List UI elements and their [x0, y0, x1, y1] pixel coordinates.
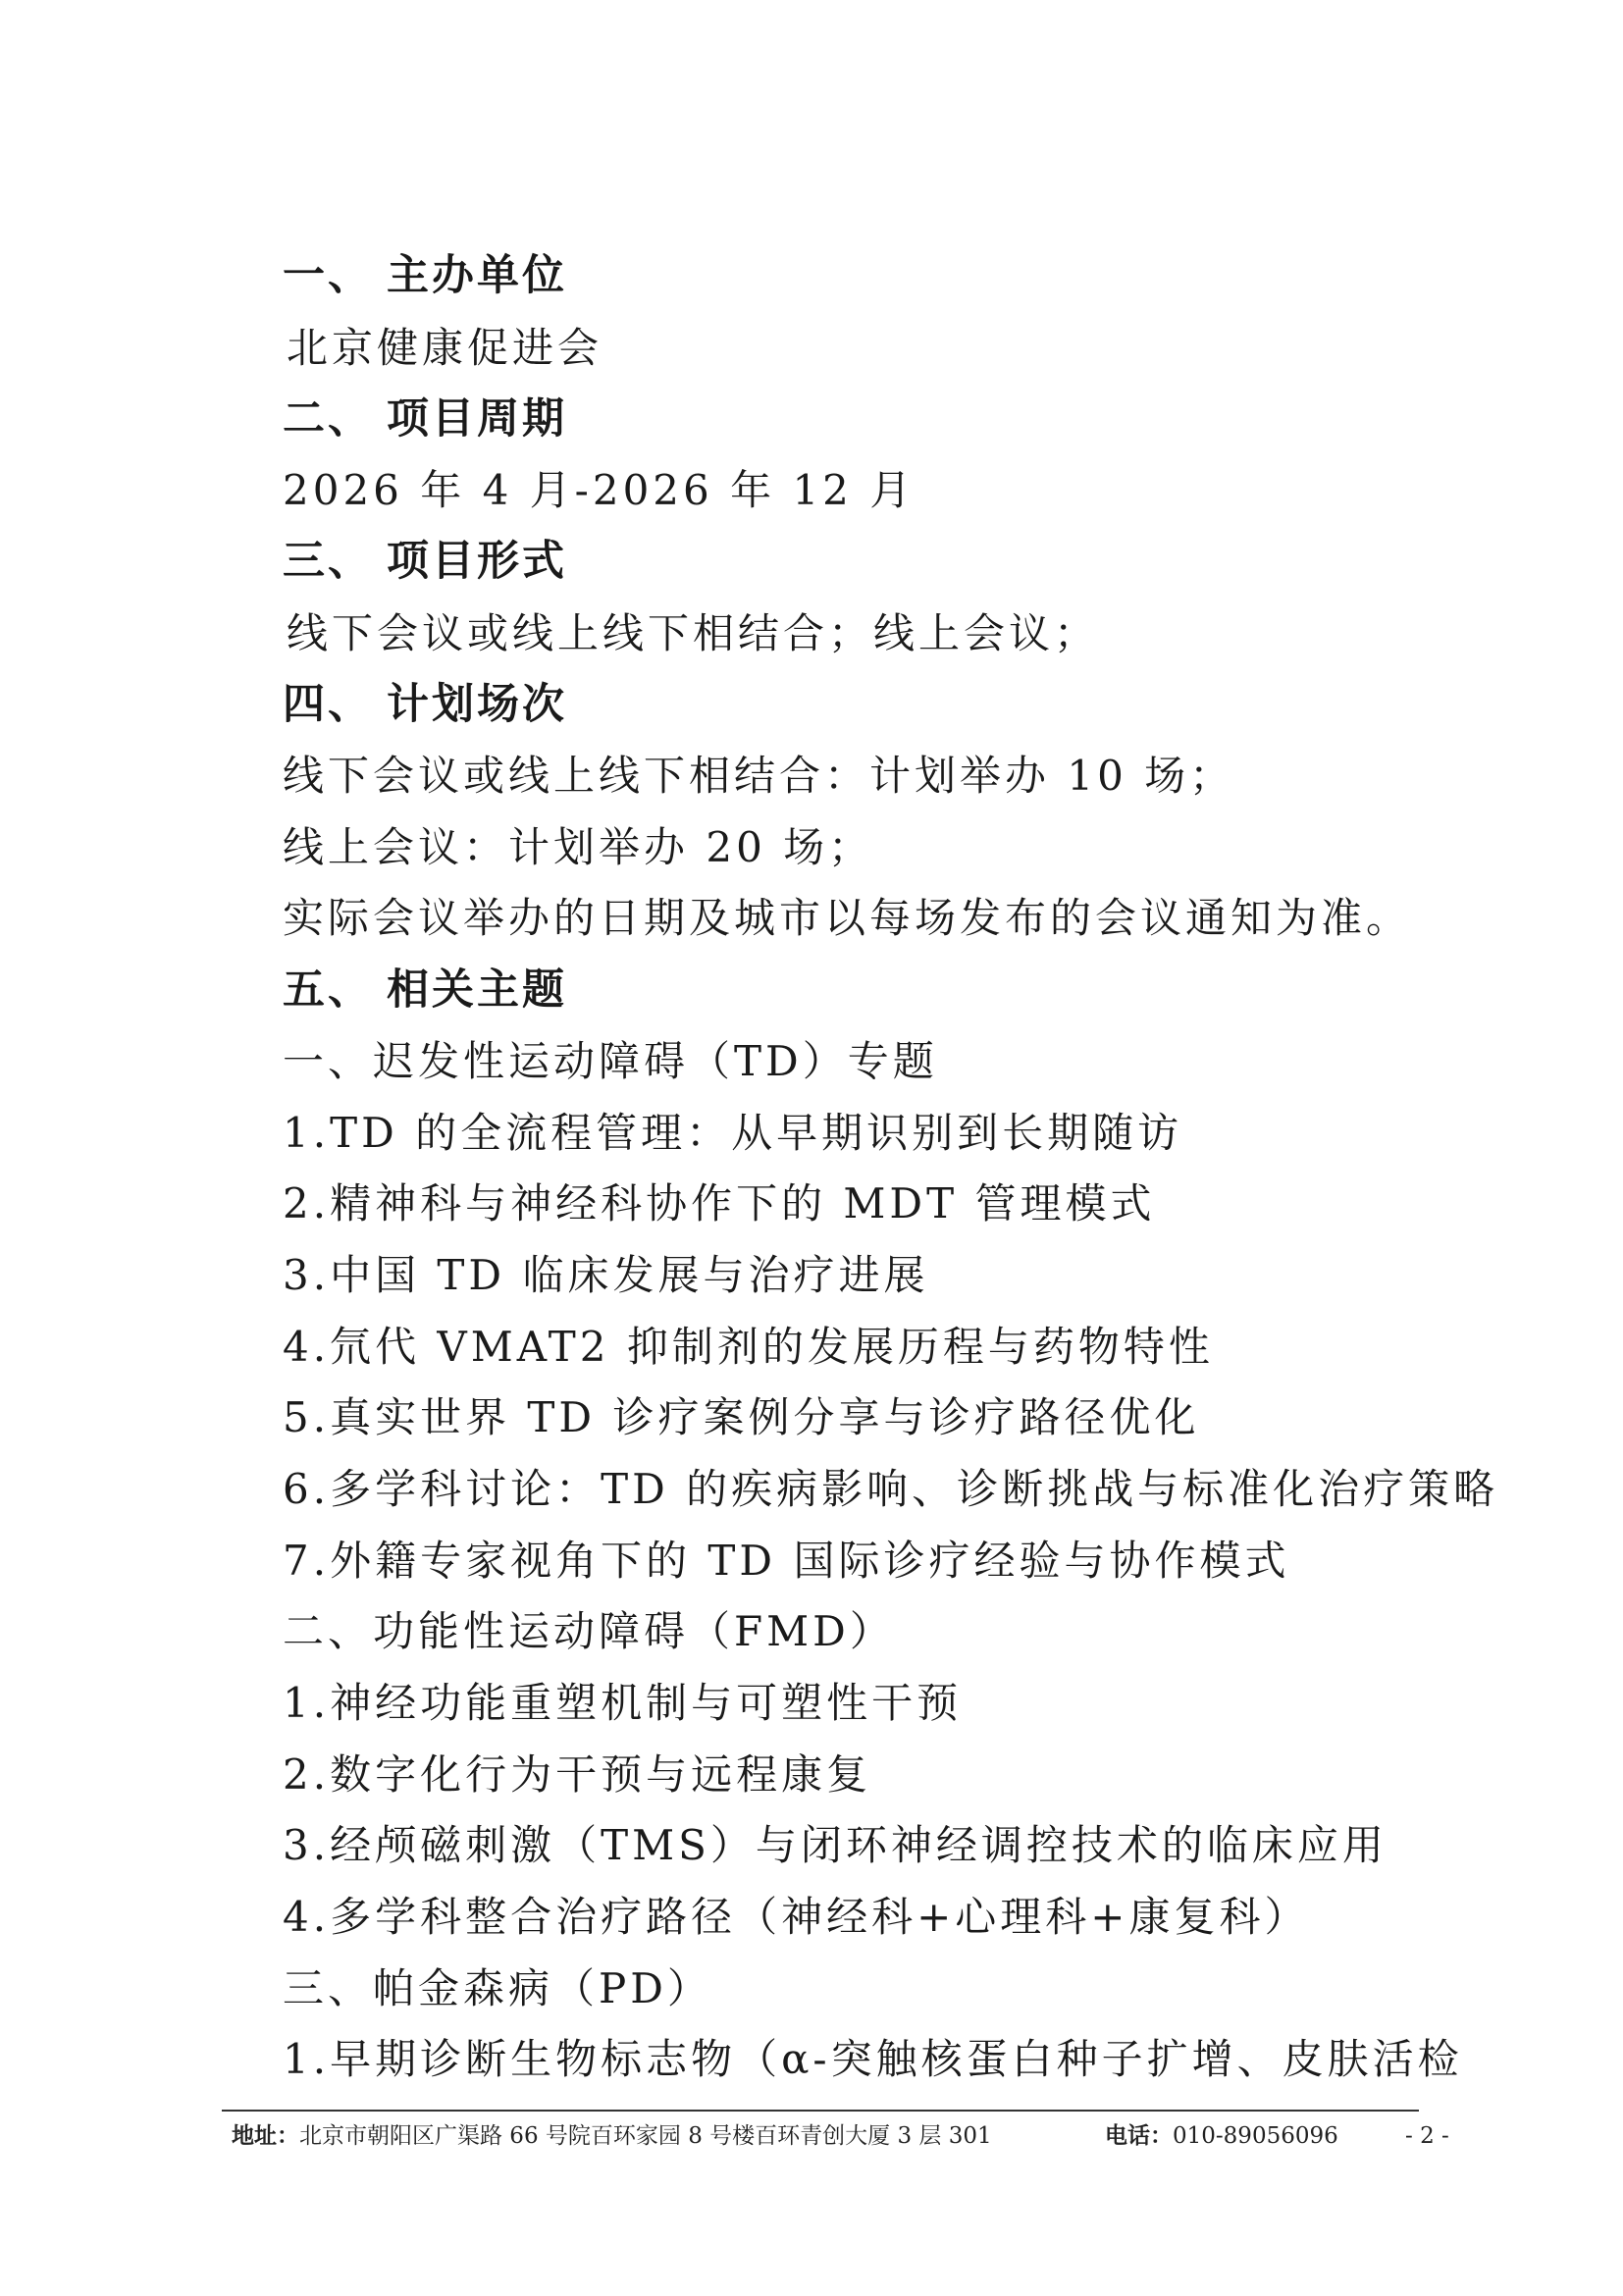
section-number-5: 五、	[283, 965, 373, 1015]
topic-item: 4.氘代 VMAT2 抑制剂的发展历程与药物特性	[283, 1323, 1214, 1371]
address-label: 地址：	[232, 2122, 299, 2149]
section-4-line-3: 实际会议举办的日期及城市以每场发布的会议通知为准。	[283, 894, 1412, 942]
topic-item: 1.TD 的全流程管理：从早期识别到长期随访	[283, 1109, 1183, 1157]
topic-group-pd: 三、帕金森病（PD）	[283, 1964, 712, 2012]
section-3-line-1: 线下会议或线上线下相结合；线上会议；	[287, 609, 1100, 657]
topic-item: 5.真实世界 TD 诊疗案例分享与诊疗路径优化	[283, 1393, 1200, 1441]
section-number-4: 四、	[283, 680, 373, 729]
section-4-line-2: 线上会议：计划举办 20 场；	[283, 823, 874, 871]
topic-group-fmd: 二、功能性运动障碍（FMD）	[283, 1607, 895, 1655]
section-title-3: 项目形式	[387, 537, 567, 586]
section-heading-1	[283, 251, 567, 300]
topic-item: 4.多学科整合治疗路径（神经科+心理科+康复科）	[283, 1893, 1310, 1941]
section-heading-2	[283, 394, 567, 444]
footer-address	[232, 2121, 992, 2151]
section-title-2: 项目周期	[387, 394, 567, 444]
topic-item: 1.早期诊断生物标志物（α-突触核蛋白种子扩增、皮肤活检	[283, 2035, 1463, 2083]
section-heading-4	[283, 680, 567, 729]
address-text: 北京市朝阳区广渠路 66 号院百环家园 8 号楼百环青创大厦 3 层 301	[299, 2123, 992, 2149]
section-1-line-1: 北京健康促进会	[287, 324, 603, 372]
topic-item: 2.精神科与神经科协作下的 MDT 管理模式	[283, 1179, 1156, 1227]
section-title-4: 计划场次	[387, 680, 567, 729]
section-title-5: 相关主题	[387, 965, 567, 1015]
topic-item: 6.多学科讨论：TD 的疾病影响、诊断挑战与标准化治疗策略	[283, 1465, 1499, 1513]
section-title-1: 主办单位	[387, 251, 567, 300]
topic-item: 3.经颅磁刺激（TMS）与闭环神经调控技术的临床应用	[283, 1821, 1387, 1869]
phone-label: 电话：	[1105, 2122, 1173, 2149]
phone-text: 010-89056096	[1173, 2123, 1338, 2149]
section-number-2: 二、	[283, 394, 373, 444]
topic-item: 3.中国 TD 临床发展与治疗进展	[283, 1251, 929, 1299]
section-2-line-1: 2026 年 4 月-2026 年 12 月	[283, 466, 916, 514]
page-number: - 2 -	[1405, 2123, 1449, 2149]
footer-phone	[1105, 2121, 1338, 2151]
topic-item: 2.数字化行为干预与远程康复	[283, 1750, 872, 1799]
topic-item: 1.神经功能重塑机制与可塑性干预	[283, 1679, 963, 1727]
section-heading-5	[283, 965, 567, 1015]
footer-divider	[222, 2110, 1419, 2112]
section-number-3: 三、	[283, 537, 373, 586]
section-4-line-1: 线下会议或线上线下相结合：计划举办 10 场；	[283, 752, 1235, 800]
topic-group-td: 一、迟发性运动障碍（TD）专题	[283, 1037, 938, 1085]
section-heading-3	[283, 537, 567, 586]
section-number-1: 一、	[283, 251, 373, 300]
topic-item: 7.外籍专家视角下的 TD 国际诊疗经验与协作模式	[283, 1537, 1290, 1585]
